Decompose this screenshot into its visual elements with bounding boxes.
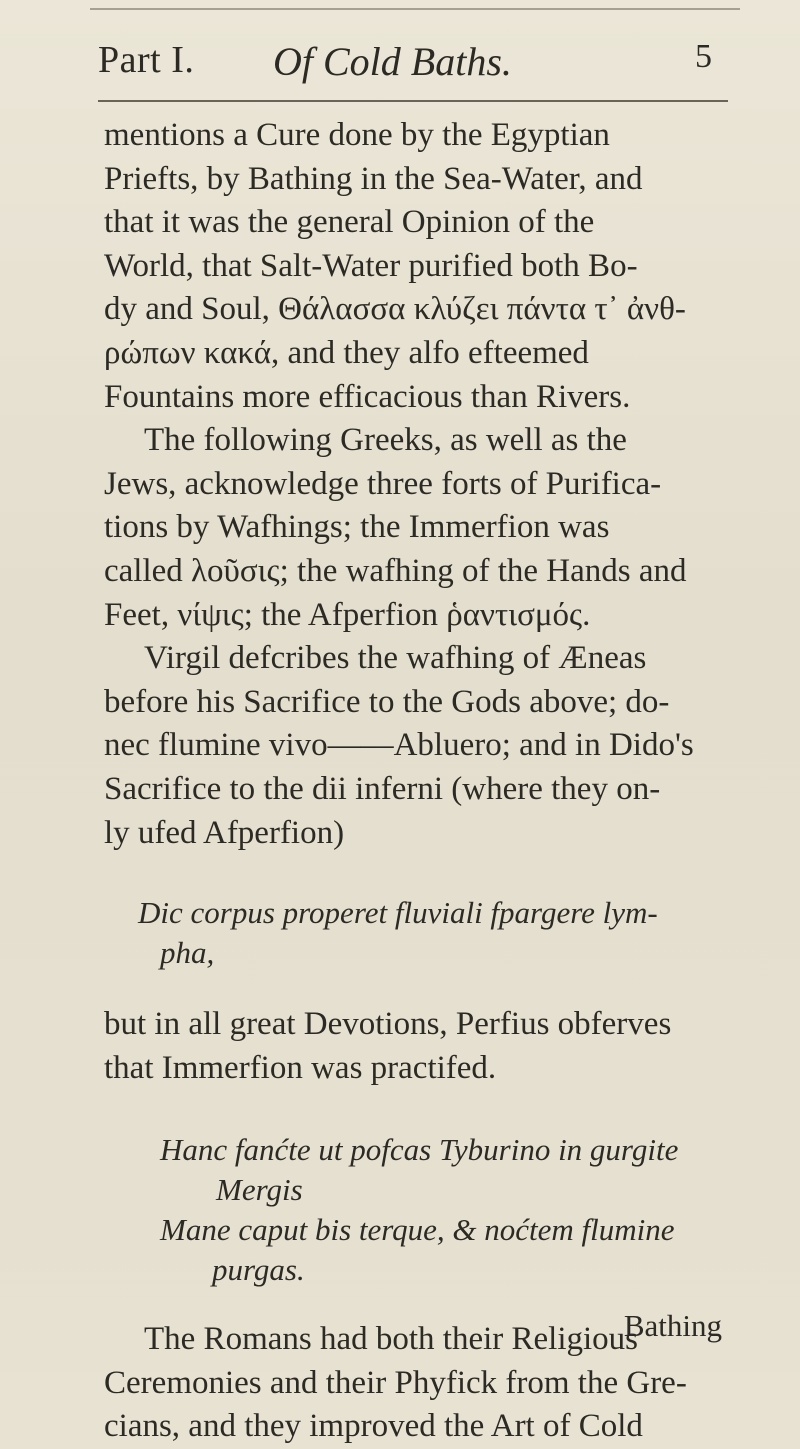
text-line: dy and Soul, Θάλασσα κλύζει πάντα τ᾽ ἀνθ-	[104, 291, 686, 328]
text-line: Virgil defcribes the wafhing of Æneas	[144, 640, 647, 677]
top-border-rule	[90, 8, 740, 10]
quote-line: purgas.	[212, 1252, 305, 1288]
text-line: but in all great Devotions, Perfius obferves	[104, 1006, 672, 1043]
text-line: Fountains more efficacious than Rivers.	[104, 378, 631, 415]
verse-quotation	[104, 893, 744, 973]
text-line: The following Greeks, as well as the	[144, 422, 627, 459]
text-line: The Romans had both their Religious	[144, 1321, 639, 1358]
text-line: Jews, acknowledge three forts of Purifica-	[104, 465, 662, 502]
quote-line: Mergis	[216, 1172, 303, 1208]
text-line: ly ufed Afperfion)	[104, 814, 345, 851]
body-text	[104, 114, 744, 1449]
header-rule	[98, 100, 728, 102]
text-line: mentions a Cure done by the Egyptian	[104, 117, 610, 153]
page-header	[98, 38, 738, 98]
text-line: nec flumine vivo——Abluero; and in Dido's	[104, 727, 694, 764]
text-line: Sacrifice to the dii inferni (where they on-	[104, 770, 661, 807]
text-line: that it was the general Opinion of the	[104, 204, 595, 241]
text-line: that Immerfion was practifed.	[104, 1049, 497, 1086]
quote-line: Hanc fanćte ut pofcas Tyburino in gurgite	[160, 1132, 679, 1168]
text-line: Feet, νίψις; the Afperfion ῥαντισμός.	[104, 596, 591, 633]
text-line: Priefts, by Bathing in the Sea-Water, and	[104, 160, 643, 197]
text-line: called λοῦσις; the wafhing of the Hands and	[104, 552, 687, 589]
part-label: Part I.	[98, 39, 195, 81]
running-title: Of Cold Baths.	[273, 39, 512, 84]
quote-line: Mane caput bis terque, & noćtem flumine	[160, 1212, 675, 1248]
text-line: cians, and they improved the Art of Cold	[104, 1408, 643, 1445]
text-line: Ceremonies and their Phyfick from the Gre-	[104, 1364, 687, 1401]
page-number: 5	[695, 38, 712, 75]
text-line: before his Sacrifice to the Gods above; do-	[104, 683, 670, 720]
text-line: World, that Salt-Water purified both Bo-	[104, 247, 638, 284]
catchword: Bathing	[623, 1308, 722, 1343]
text-line: ρώπων κακά, and they alfo efteemed	[104, 334, 589, 371]
quote-line: Dic corpus properet fluviali fpargere lym-	[138, 895, 658, 931]
quote-line: pha,	[160, 935, 215, 971]
verse-quotation	[104, 1130, 744, 1290]
text-line: tions by Wafhings; the Immerfion was	[104, 509, 610, 546]
